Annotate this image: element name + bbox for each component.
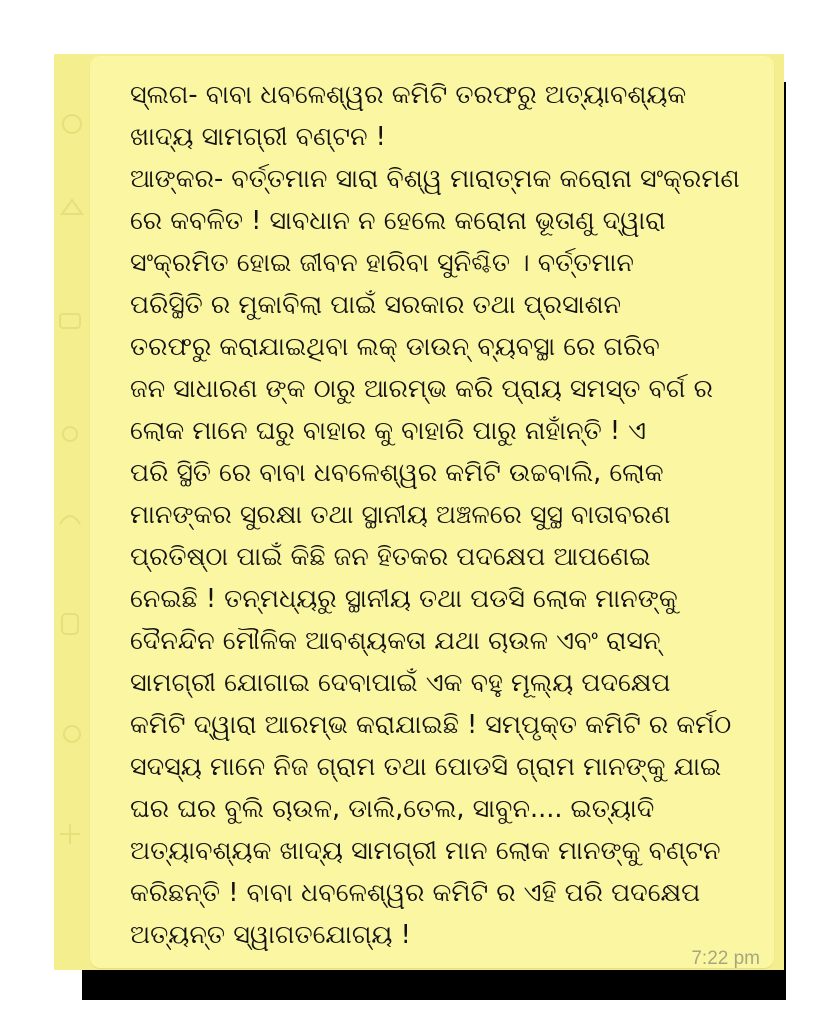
- message-line: ପରିସ୍ଥିତି ର ମୁକାବିଲା ପାଇଁ ସରକାର ତଥା ପ୍ରସାଶନ: [130, 290, 622, 320]
- message-line: ଅତ୍ୟନ୍ତ ସ୍ୱାଗତଯୋଗ୍ୟ !: [130, 920, 411, 950]
- message-line: ଖାଦ୍ୟ ସାମଗ୍ରୀ ବଣ୍ଟନ !: [130, 122, 386, 152]
- message-line: ଲୋକ ମାନେ ଘରୁ ବାହାର କୁ ବାହାରି ପାରୁ ନାହାଁନ୍ତି ! ଏ: [130, 416, 647, 446]
- message-bubble[interactable]: [90, 56, 774, 968]
- message-line: ସାମଗ୍ରୀ ଯୋଗାଇ ଦେବାପାଇଁ ଏକ ବହୁ ମୂଲ୍ୟ ପଦକ୍ଷେପ: [130, 668, 671, 698]
- message-line: କମିଟି ଦ୍ୱାରା ଆରମ୍ଭ କରାଯାଇଛି ! ସମ୍ପୃକ୍ତ କମିଟି ର କର୍ମଠ: [130, 710, 732, 740]
- message-line: ସ୍ଲଗ- ବାବା ଧବଳେଶ୍ୱର କମିଟି ତରଫରୁ ଅତ୍ୟାବଶ୍ୟକ: [130, 80, 687, 110]
- message-line: ଆଙ୍କର- ବର୍ତ୍ତମାନ ସାରା ବିଶ୍ୱ ମାରାତ୍ମକ କରୋନା ସଂକ୍ରମଣ: [130, 164, 740, 194]
- message-line: ସଂକ୍ରମିତ ହୋଇ ଜୀବନ ହାରିବା ସୁନିଶ୍ଚିତ । ବର୍ତ୍ତମାନ: [130, 248, 634, 278]
- message-line: ସଦସ୍ୟ ମାନେ ନିଜ ଗ୍ରାମ ତଥା ପୋଡସି ଗ୍ରାମ ମାନଙ୍କୁ ଯାଇ: [130, 752, 722, 782]
- message-line: ରେ କବଳିତ ! ସାବଧାନ ନ ହେଲେ କରୋନା ଭୂତାଣୁ ଦ୍ୱାରା: [130, 206, 666, 236]
- message-line: ନେଇଛି ! ତନ୍ମଧ୍ୟରୁ ସ୍ଥାନୀୟ ତଥା ପଡସି ଲୋକ ମାନଙ୍କୁ: [130, 584, 678, 614]
- chat-wallpaper: [54, 54, 784, 970]
- message-line: ମାନଙ୍କର ସୁରକ୍ଷା ତଥା ସ୍ଥାନୀୟ ଅଞ୍ଚଳରେ ସୁସ୍ଥ ବାତାବରଣ: [130, 500, 671, 530]
- message-text: [130, 74, 750, 956]
- message-line: କରିଛନ୍ତି ! ବାବା ଧବଳେଶ୍ୱର କମିଟି ର ଏହି ପରି ପଦକ୍ଷେପ: [130, 878, 701, 908]
- message-line: ଘର ଘର ବୁଲି ଚାଉଳ, ଡାଲି,ତେଲ, ସାବୁନ.... ଇତ୍ୟାଦି: [130, 794, 655, 824]
- message-timestamp: 7:22 pm: [691, 948, 760, 969]
- message-line: ପରି ସ୍ଥିତି ରେ ବାବା ଧବଳେଶ୍ୱର କମିଟି ଉଚ୍ଚବାଲି, ଲୋକ: [130, 458, 664, 488]
- message-line: ଅତ୍ୟାବଶ୍ୟକ ଖାଦ୍ୟ ସାମଗ୍ରୀ ମାନ ଲୋକ ମାନଙ୍କୁ ବଣ୍ଟନ: [130, 836, 721, 866]
- message-line: ପ୍ରତିଷ୍ଠା ପାଇଁ କିଛି ଜନ ହିତକର ପଦକ୍ଷେପ ଆପଣେଇ: [130, 542, 651, 572]
- message-line: ଦୈନନ୍ଦିନ ମୌଳିକ ଆବଶ୍ୟକତା ଯଥା ଚାଉଳ ଏବଂ ରାସନ୍: [130, 626, 661, 656]
- message-line: ତରଫରୁ କରାଯାଇଥିବା ଲକ୍ ଡାଉନ୍ ବ୍ୟବସ୍ଥା ରେ ଗରିବ: [130, 332, 660, 362]
- message-line: ଜନ ସାଧାରଣ ଙ୍କ ଠାରୁ ଆରମ୍ଭ କରି ପ୍ରାୟ ସମସ୍ତ ବର୍ଗ ର: [130, 374, 713, 404]
